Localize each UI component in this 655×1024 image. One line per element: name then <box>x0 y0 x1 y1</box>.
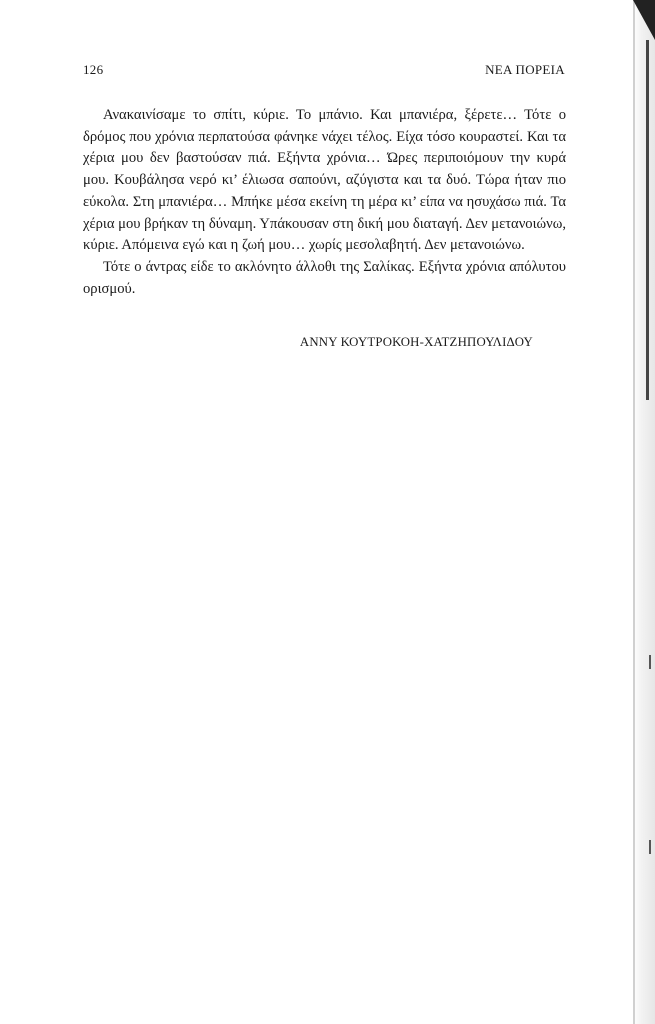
scan-side-tick <box>649 840 651 854</box>
body-text <box>83 105 566 300</box>
scan-side-tick <box>649 655 651 669</box>
paragraph: Ανακαινίσαμε το σπίτι, κύριε. Το μπάνιο. Και μπανιέρα, ξέρετε… Τότε ο δρόμος που χρόνια περπατούσα φάνηκε νάχει τέλος. Είχα τόσο κουραστεί. Και τα χέρια μου δεν βαστούσαν πιά. Εξήντα χρόνια… Ώρες περιποιόμουν την κυρά μου. Κουβάλησα νερό κι’ έλιωσα σαπούνι, αζύγιστα και τα δυό. Τώρα ήταν πιο εύκολα. Στη μπανιέρα… Μπήκε μέσα εκείνη τη μέρα κι’ είπα να ησυχάσω πιά. Τα χέρια μου βρήκαν τη δύναμη. Υπάκουσαν στη δική μου διαταγή. Δεν μετανοιώνω, κύριε. Απόμεινα εγώ και η ζωή μου… χωρίς μεσολαβητή. Δεν μετανοιώνω. <box>83 107 566 254</box>
running-head: ΝΕΑ ΠΟΡΕΙΑ <box>485 62 565 77</box>
page-header <box>83 62 565 82</box>
scan-corner-mark <box>633 0 655 40</box>
paragraph: Τότε ο άντρας είδε το ακλόνητο άλλοθι της Σαλίκας. Εξήντα χρόνια απόλυτου ορισμού. <box>83 258 566 297</box>
author-signature: ΑΝΝΥ ΚΟΥΤΡΟΚΟΗ-ΧΑΤΖΗΠΟΥΛΙΔΟΥ <box>299 335 533 349</box>
scan-side-bar <box>646 40 649 400</box>
page-number: 126 <box>83 62 104 77</box>
scan-page-edge <box>633 0 655 1024</box>
scan-gutter-line <box>633 0 635 1024</box>
